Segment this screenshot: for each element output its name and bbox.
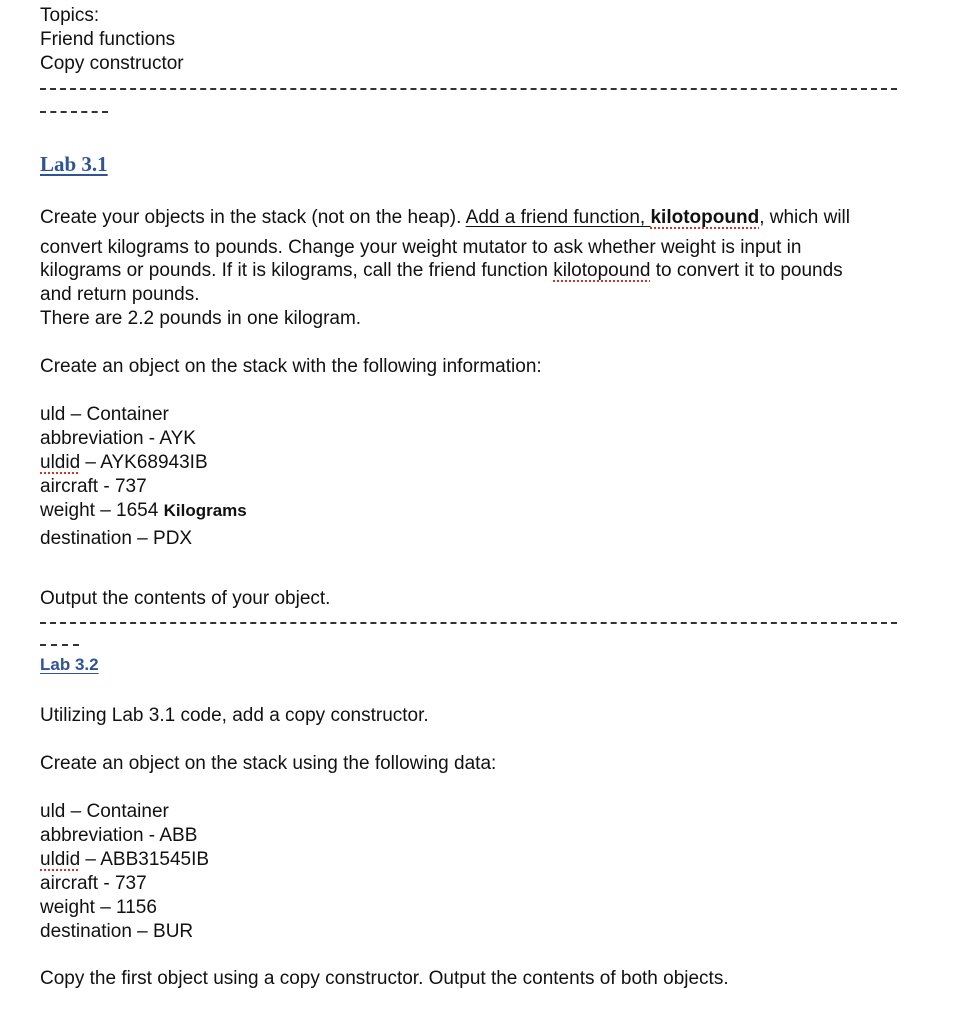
text-segment: to convert it to pounds: [650, 260, 843, 281]
field-uld: uld – Container: [40, 404, 169, 425]
topic-item-friend-functions: Friend functions: [40, 29, 176, 50]
text-segment: , which will: [759, 207, 850, 228]
lab-3-1-paragraph-line-1: [40, 206, 850, 230]
field-weight: [40, 499, 247, 523]
topics-heading: Topics:: [40, 5, 100, 26]
field-uldid: [40, 451, 208, 475]
lab-3-1-paragraph-line-4: and return pounds.: [40, 284, 200, 305]
lab-3-1-title: Lab 3.1: [40, 152, 108, 176]
field-uldid: [40, 848, 209, 872]
uldid-value: – ABB31545IB: [80, 849, 210, 870]
field-uld: uld – Container: [40, 801, 169, 822]
lab-3-2-object-intro: Create an object on the stack using the following data:: [40, 753, 497, 774]
lab-3-2-title: Lab 3.2: [40, 655, 99, 674]
separator-line: [40, 88, 897, 90]
separator-line-continuation: [40, 111, 108, 113]
text-segment: kilograms or pounds. If it is kilograms, call the friend function: [40, 260, 554, 281]
friend-function-instruction: Add a friend function,: [465, 207, 651, 228]
uldid-value: – AYK68943IB: [80, 452, 208, 473]
field-aircraft: aircraft - 737: [40, 476, 147, 497]
field-weight: weight – 1156: [40, 897, 157, 918]
field-abbreviation: abbreviation - ABB: [40, 825, 198, 846]
separator-line: [40, 622, 897, 624]
field-destination: destination – PDX: [40, 528, 193, 549]
lab-3-2-instruction: Utilizing Lab 3.1 code, add a copy constructor.: [40, 705, 429, 726]
kilotopound-function-name: kilotopound: [650, 207, 760, 228]
lab-3-1-paragraph-line-3: [40, 259, 843, 283]
weight-unit: Kilograms: [163, 501, 247, 520]
lab-3-2-output-instruction: Copy the first object using a copy constructor. Output the contents of both objects.: [40, 968, 729, 989]
field-destination: destination – BUR: [40, 921, 194, 942]
field-abbreviation: abbreviation - AYK: [40, 428, 196, 449]
text-segment: Create your objects in the stack (not on the heap).: [40, 207, 466, 228]
lab-3-1-output-instruction: Output the contents of your object.: [40, 588, 331, 609]
lab-3-1-object-intro: Create an object on the stack with the following information:: [40, 356, 542, 377]
uldid-key: uldid: [40, 452, 81, 473]
separator-line-continuation: [40, 644, 79, 646]
uldid-key: uldid: [40, 849, 81, 870]
lab-3-1-paragraph-line-2: convert kilograms to pounds. Change your weight mutator to ask whether weight is input in: [40, 237, 802, 258]
lab-3-1-conversion-note: There are 2.2 pounds in one kilogram.: [40, 308, 362, 329]
weight-value: weight – 1654: [40, 500, 164, 521]
kilotopound-reference: kilotopound: [553, 260, 651, 281]
field-aircraft: aircraft - 737: [40, 873, 147, 894]
topic-item-copy-constructor: Copy constructor: [40, 53, 184, 74]
